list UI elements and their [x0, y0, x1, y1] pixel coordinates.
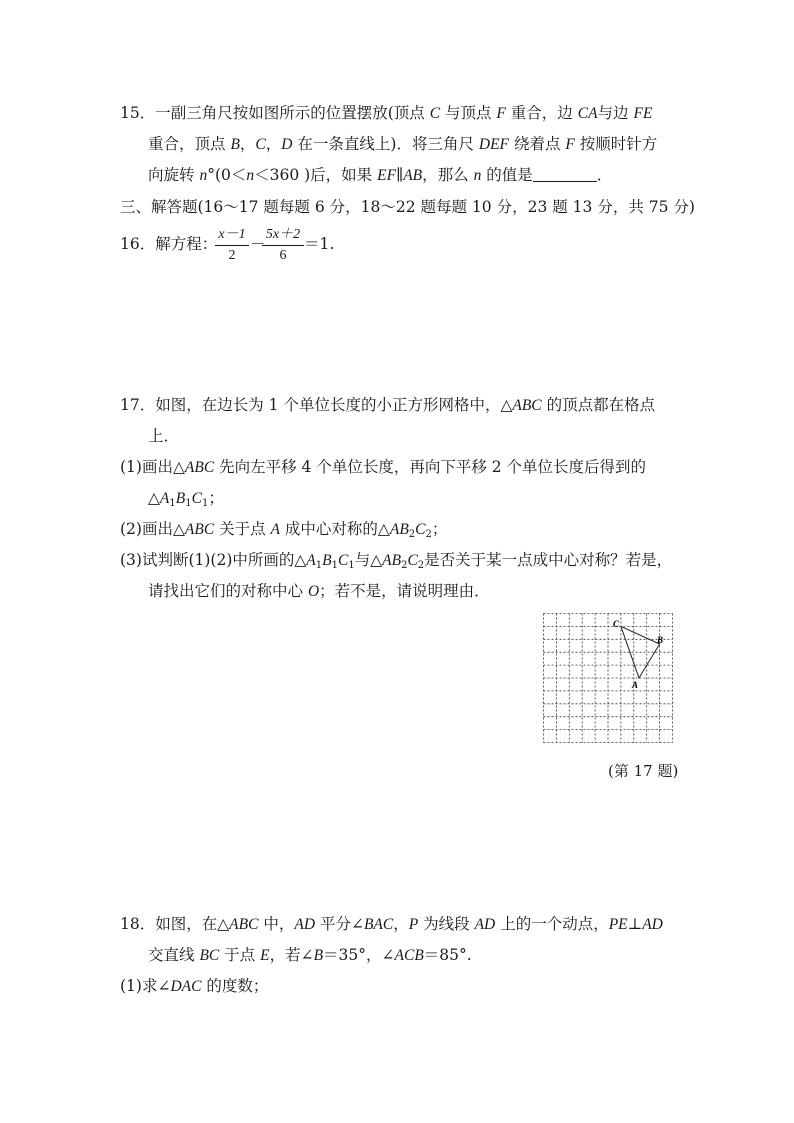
q18-part1: (1)求∠DAC 的度数； [120, 977, 269, 995]
q17-part1-line2: $\triangle A_1B_1C_1$； [148, 489, 224, 509]
minus-sign: － [250, 235, 266, 253]
figure-caption: (第 17 题) [608, 762, 679, 780]
grid-lines [544, 614, 673, 743]
q18-line2: 交直线 BC 于点 E，若∠B＝35°，∠ACB＝85°. [148, 946, 472, 964]
section-heading: 三、解答题(16～17 题每题 6 分，18～22 题每题 10 分，23 题 13 分，共 75 分) [120, 198, 695, 216]
q17-part2: (2)画出△ABC 关于点 A 成中心对称的$\triangle AB_2C_2$； [120, 520, 448, 540]
q16-prefix: 16．解方程： [120, 235, 218, 253]
fraction-2: 5x＋2 6 [262, 223, 304, 264]
q15-line1: 15．一副三角尺按如图所示的位置摆放(顶点 C 与顶点 F 重合，边 CA与边 FE [120, 104, 653, 122]
label-a: A [632, 680, 639, 690]
equation-rhs: ＝1. [304, 235, 335, 253]
q17-part1: (1)画出△ABC 先向左平移 4 个单位长度，再向下平移 2 个单位长度后得到的 [120, 458, 647, 476]
grid-figure [543, 613, 673, 743]
q17-part3: (3)试判断(1)(2)中所画的$\triangle A_1B_1C_1$与$\triangle AB_2C_2$是否关于某一点成中心对称？若是， [120, 551, 673, 571]
q17-line2: 上． [148, 427, 180, 445]
q17-line1: 17．如图，在边长为 1 个单位长度的小正方形网格中，△ABC 的顶点都在格点 [120, 396, 656, 414]
q18-line1: 18．如图，在△ABC 中，AD 平分∠BAC，P 为线段 AD 上的一个动点，PE⊥AD [120, 915, 663, 933]
q17-part3-line2: 请找出它们的对称中心 O；若不是，请说明理由． [148, 582, 490, 600]
grid-svg [543, 613, 673, 743]
label-c: C [613, 619, 620, 629]
answer-blank [533, 167, 597, 182]
q15-line3: 向旋转 n°(0＜n＜360 )后，如果 EF∥AB，那么 n 的值是 ． [148, 166, 613, 184]
q15-line2: 重合，顶点 B，C，D 在一条直线上)．将三角尺 DEF 绕着点 F 按顺时针方 [148, 135, 658, 153]
label-b: B [657, 635, 664, 645]
fraction-1: x－1 2 [215, 223, 249, 264]
